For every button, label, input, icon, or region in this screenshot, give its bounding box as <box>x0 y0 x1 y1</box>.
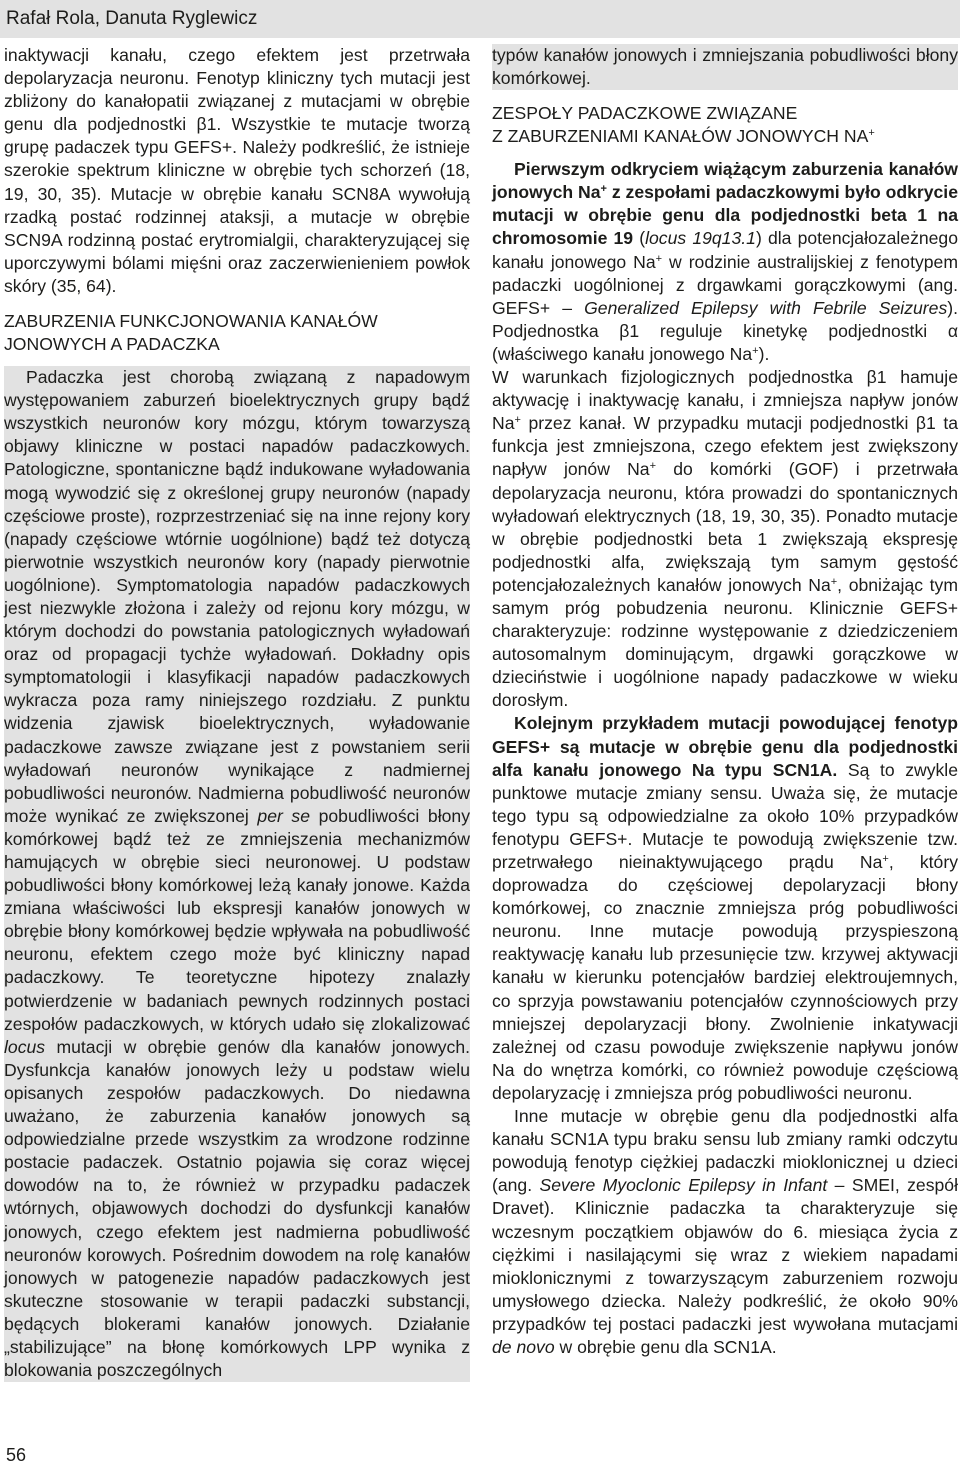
section-heading-na-channels <box>492 102 958 148</box>
italic-run: Generalized Epilepsy with Febrile Seizures <box>584 297 948 318</box>
text-run: przez kanał. W przypadku mutacji podjednostki β1 ta funkcja jest zmniejszona, czego efektem jest zwiększony napływ jonów Na <box>492 413 958 480</box>
paragraph-continuation: typów kanałów jonowych i zmniejszania pobudliwości błony komórkowej. <box>492 44 958 90</box>
header-authors: Rafał Rola, Danuta Ryglewicz <box>6 8 258 29</box>
paragraph-scn1a <box>492 712 958 1105</box>
page-number: 56 <box>6 1445 27 1465</box>
italic-run: locus 19q13.1 <box>645 228 756 249</box>
left-column <box>4 44 470 1382</box>
text-run: Pierwszym odkryciem wiążącym zaburzenia kanałów jonowych Na <box>492 159 958 203</box>
superscript: + <box>514 414 521 427</box>
superscript: + <box>752 344 759 357</box>
text-run: Padaczka jest chorobą związaną z napadowym występowaniem zaburzeń bioelektrycznych grupy bądź wszystkich neuronów kory mózgu, którym towarzyszą objawy kliniczne w postaci napadów padaczkowych. Patologiczne, spontaniczne bądź indukowane wyładowania mogą wywodzić się z określonej grupy neuronów (napady częściowe proste), rozprzestrzeniać się na inne rejony kory (napady częściowe wtórnie uogólnione) bądź też dotyczą pierwotnie wszystkich neuronów kory (napady pierwotnie uogólnione). Symptomatologia napadów padaczkowych jest niezwykle złożona i zależy od rejonu kory mózgu, w którym dochodzi do powstania patologicznych wyładowań oraz od propagacji tychże wyładowań. Dokładny opis symptomatologii i klasyfikacji napadów padaczkowych wykracza poza ramy niniejszego rozdziału. Z punktu widzenia zjawisk bioelektrycznych, wyładowanie padaczkowe zawsze związane jest z powstaniem serii wyładowań neuronów wynikające z nadmiernej pobudliwości neuronów. Nadmierna pobudliwość neuronów może wynikać ze zwiększonej <box>4 367 470 826</box>
section-heading-channel-dysfunction: ZABURZENIA FUNKCJONOWANIA KANAŁÓW JONOWYCH A PADACZKA <box>4 311 378 355</box>
text-run: z zespołami padaczkowymi było odkrycie mutacji w obrębie genu dla podjednostki beta 1 na chromosomie 19 <box>492 182 958 249</box>
superscript: + <box>649 460 657 473</box>
text-run: Należy podkreślić, że istnieje szerokie spektrum kliniczne w obrębie tych schorzeń (18, 19, 30, 35). Mutacje w obrębie kanału SCN8A wywołują rzadką postać rodzinnej ataksji, a mutacje w obrębie SCN9A rodzinną postać erytromialgii, charakteryzującej się uporczywymi bólami mięśni oraz zaczerwienieniem powłok skóry (35, 64). <box>4 137 471 296</box>
paragraph-smei <box>492 1105 958 1359</box>
paragraph-epilepsy <box>4 366 470 1382</box>
heading-line: Z ZABURZENIAMI KANAŁÓW JONOWYCH NA <box>492 126 869 147</box>
right-column <box>492 44 958 1359</box>
superscript: + <box>868 127 875 140</box>
text-run: w obrębie genu dla SCN1A. <box>554 1336 777 1357</box>
italic-run: Severe Myoclonic Epilepsy in Infant <box>539 1175 828 1196</box>
text-run: ). <box>758 343 770 364</box>
italic-run: per se <box>257 805 311 826</box>
superscript: + <box>655 252 663 265</box>
text-run: ). Podjednostka β1 reguluje kinetykę podjednostki α (właściwego kanału jonowego Na <box>492 297 958 364</box>
text-run: Inne mutacje w obrębie genu dla podjednostki alfa kanału SCN1A typu braku sensu lub zmiany ramki odczytu powodują fenotyp ciężkiej padaczki mioklonicznej u dzieci (ang. <box>492 1106 958 1196</box>
text-run: mutacji w obrębie genów dla kanałów jonowych. Dysfunkcja kanałów jonowych leży u podstaw wielu opisanych zespołów padaczkowych. Do niedawna uważano, że zaburzenia kanałów jonowych są odpowiedzialne przede wszystkim za wrodzone rodzinne postacie padaczek. Ostatnio pojawia się coraz więcej dowodów na to, że również w przypadku padaczek wtórnych, objawowych dochodzi do dysfunkcji kanałów jonowych, czego efektem jest nadmierna pobudliwość neuronów korowych. Pośrednim dowodem na rolę kanałów jonowych w patogenezie napadów padaczkowych jest skuteczne stosowanie w terapii padaczki substancji, będących blokerami kanałów jonowych. Działanie „stabilizujące” na błonę komórkowych LPP wynika z blokowania poszczególnych <box>4 1036 470 1381</box>
text-run: Są to zwykle punktowe mutacje zmiany sensu. Uważa się, że mutacje tego typu są odpowiedzialne za około 10% przypadków fenotypu GEFS+. Mutacje te powodują zwiększenie tzw. przetrwałego nieinaktywującego prądu Na <box>492 759 958 872</box>
italic-run: locus <box>4 1036 46 1057</box>
text-run: do komórki (GOF) i przetrwała depolaryzacja neuronu, która prowadzi do spontanicznych wyładowań elektrycznych (18, 19, 30, 35). Ponadto mutacje w obrębie podjednostki beta 1 zwiększają ekspresję podjednostki alfa, zwiększają tym samym gęstość potencjałozależnych kanałów jonowych Na <box>492 459 958 595</box>
superscript: + <box>830 575 838 588</box>
text-run: inaktywacji kanału, czego efektem jest przetrwała depolaryzacja neuronu. Fenotyp kliniczny tych mutacji jest zbliżony do kanałopatii związanej z mutacjami w obrębie genu dla podjednostki β1. Wszystkie te mutacje tworzą grupę padaczek typu GEFS+. <box>4 45 470 158</box>
superscript: + <box>882 853 889 865</box>
text-run: pobudliwości błony komórkowej bądź też ze zmniejszenia mechanizmów hamujących w obrębie sieci neuronowej. U podstaw pobudliwości błony komórkowej leżą kanały jonowe. Każda zmiana właściwości lub ekspresji kanałów jonowych w obrębie błony komórkowej będzie wpływała na pobudliwość neuronu, efektem czego może być kliniczny napad padaczkowy. Te teoretyczne hipotezy znalazły potwierdzenie w badaniach pewnych rodzinnych postaci zespołów padaczkowych, w których udało się zlokalizować <box>4 805 470 1034</box>
text-run: ) dla potencjałozależnego kanału jonowego Na <box>492 228 958 272</box>
paragraph-beta1 <box>492 158 958 366</box>
text-run: ( <box>633 228 646 249</box>
heading-line: ZESPOŁY PADACZKOWE ZWIĄZANE <box>492 103 798 124</box>
italic-run: de novo <box>492 1336 555 1357</box>
text-run: W warunkach fizjologicznych podjednostka β1 hamuje aktywację i inaktywację kanału, i zmniejsza napływ jonów Na <box>492 367 958 434</box>
bold-run: Kolejnym przykładem mutacji powodującej fenotyp GEFS+ są mutacje w obrębie genu dla podjednostki alfa kanału jonowego Na typu SCN1A. <box>492 713 958 780</box>
text-run: – SMEI, zespół Dravet). Klinicznie padaczka ta charakteryzuje się wczesnym początkiem objawów do 6. miesiąca życia z ciężkimi i nasilającymi się wraz z wiekiem napadami mioklonicznymi z towarzyszącym zaburzeniem rozwoju umysłowego dziecka. Należy podkreślić, że około 90% przypadków tej postaci padaczki jest wywołana mutacjami <box>492 1175 958 1334</box>
superscript: + <box>600 183 607 196</box>
text-run: , obniżając tym samym próg pobudzenia neuronu. Klinicznie GEFS+ charakteryzuje: rodzinne występowanie z dziedziczeniem autosomalnym dominującym, drgawki gorączkowe w dzieciństwie i uogólnione napady padaczkowe w wieku dorosłym. <box>492 574 958 711</box>
paragraph-intro <box>4 44 470 298</box>
running-header <box>0 0 960 38</box>
paragraph-physiology <box>492 366 958 712</box>
text-run: w rodzinie australijskiej z fenotypem padaczki uogólnionej z drgawkami gorączkowymi (ang. GEFS+ – <box>492 251 959 318</box>
text-run: , który doprowadza do częściowej depolaryzacji błony komórkowej, co znacznie zmniejsza próg pobudliwości neuronu. Inne mutacje powodują przyspieszoną reaktywację kanału lub przesunięcie tzw. krzywej aktywacji kanału w kierunku potencjałów bardziej elektroujemnych, co sprzyja powstawaniu potencjałów czynnościowych przy mniejszej depolaryzacji błony. Zwolnienie inkatywacji zależnej od czasu powoduje zwiększenie napływu jonów Na do wnętrza komórki, co również powoduje częściową depolaryzację i zmniejsza próg pobudliwości neuronu. <box>492 852 958 1103</box>
